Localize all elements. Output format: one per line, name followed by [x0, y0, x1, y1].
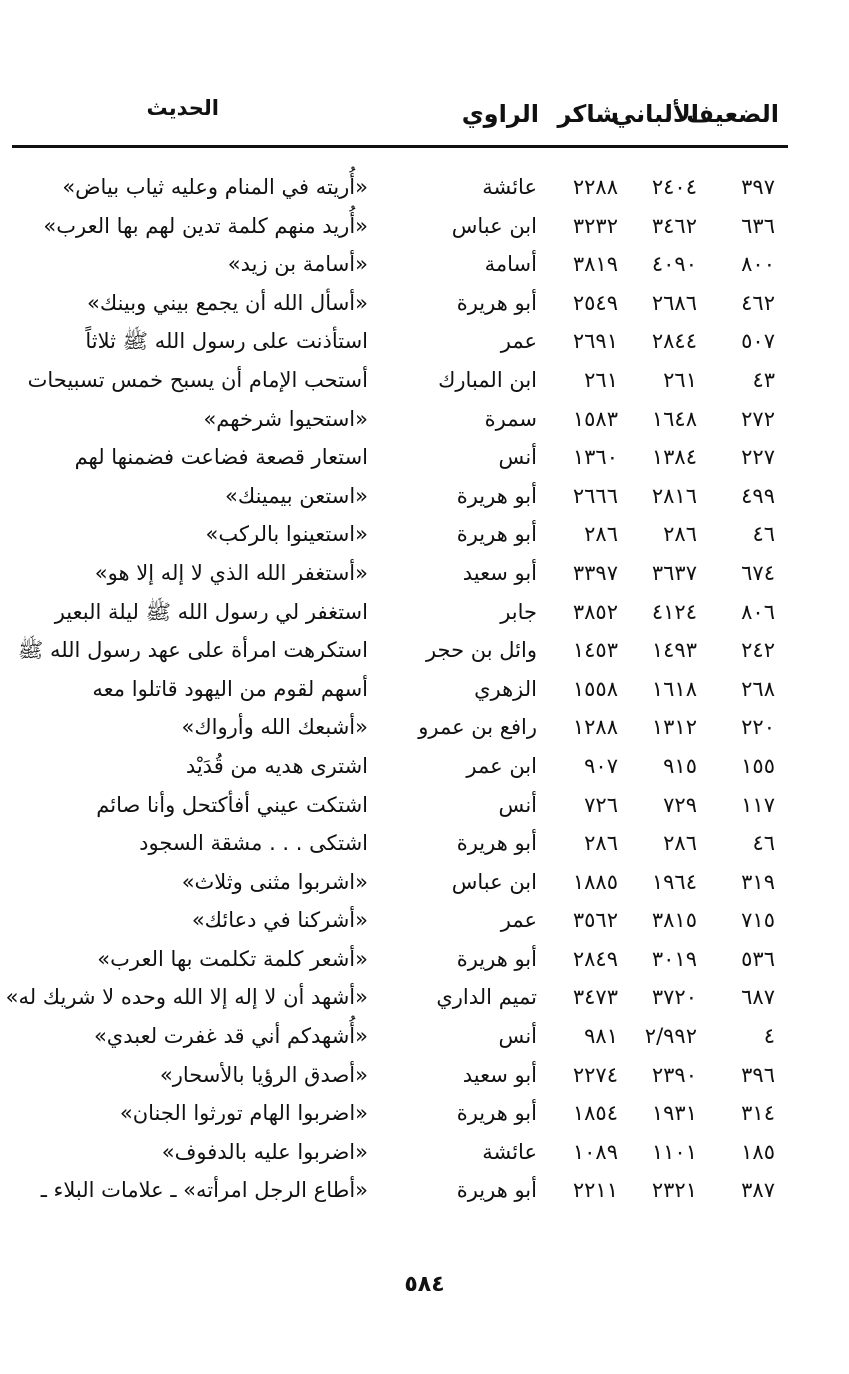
cell-albani: ٢٣٢١: [651, 1178, 697, 1203]
cell-rawi: الزهري: [474, 676, 537, 701]
cell-daif: ٣٩٦: [741, 1062, 775, 1087]
cell-shakir: ١٨٨٥: [572, 869, 618, 894]
table-row: [0, 867, 849, 906]
cell-albani: ١٩٣١: [651, 1101, 697, 1126]
cell-albani: ١٣٨٤: [651, 445, 697, 470]
header-hadith: الحديث: [146, 96, 219, 120]
cell-hadith: «استعن بيمينك»: [225, 483, 368, 508]
table-row: [0, 211, 849, 250]
table-row: [0, 905, 849, 944]
table-row: [0, 365, 849, 404]
cell-daif: ٣١٩: [741, 869, 775, 894]
cell-albani: ٢/٩٩٢: [644, 1024, 697, 1049]
cell-hadith: «أُشهدكم أني قد غفرت لعبدي»: [93, 1024, 368, 1049]
cell-shakir: ٣٢٣٢: [572, 213, 618, 238]
header-daif: الضعيف: [686, 100, 779, 128]
cell-rawi: عمر: [500, 329, 537, 354]
cell-hadith: اشتكت عيني أفأكتحل وأنا صائم: [96, 792, 368, 817]
table-row: [0, 288, 849, 327]
cell-shakir: ٢٦٦٦: [572, 483, 618, 508]
cell-shakir: ٢٦١: [584, 367, 618, 392]
cell-rawi: أبو هريرة: [456, 1101, 537, 1126]
table-body: [0, 172, 849, 1214]
cell-daif: ٥٠٧: [741, 329, 775, 354]
table-row: [0, 597, 849, 636]
cell-hadith: «أسامة بن زيد»: [227, 252, 368, 277]
cell-hadith: «أشبعك الله وأرواك»: [181, 715, 368, 740]
cell-shakir: ٢٥٤٩: [572, 290, 618, 315]
cell-albani: ٢٨١٦: [651, 483, 697, 508]
cell-albani: ٣٦٣٧: [651, 560, 697, 585]
cell-albani: ٤٠٩٠: [651, 252, 697, 277]
cell-hadith: أسهم لقوم من اليهود قاتلوا معه: [92, 676, 368, 701]
cell-hadith: «أسأل الله أن يجمع بيني وبينك»: [87, 290, 368, 315]
cell-shakir: ٩٨١: [584, 1024, 618, 1049]
cell-albani: ١٤٩٣: [651, 638, 697, 663]
cell-daif: ٤٣: [752, 367, 775, 392]
table-row: [0, 1060, 849, 1099]
table-row: [0, 558, 849, 597]
cell-albani: ٢٨٦: [663, 522, 697, 547]
header-albani: الألباني: [611, 100, 699, 128]
cell-rawi: سمرة: [484, 406, 537, 431]
table-row: [0, 712, 849, 751]
header-shakir: شاكر: [557, 100, 619, 128]
cell-albani: ٢٨٦: [663, 831, 697, 856]
cell-daif: ٣٨٧: [741, 1178, 775, 1203]
cell-albani: ٢٣٩٠: [651, 1062, 697, 1087]
table-row: [0, 326, 849, 365]
cell-albani: ٩١٥: [663, 753, 697, 778]
cell-hadith: «أشهد أن لا إله إلا الله وحده لا شريك له»: [5, 985, 368, 1010]
cell-rawi: ابن عمر: [466, 753, 537, 778]
cell-daif: ٤: [763, 1024, 775, 1049]
table-row: [0, 442, 849, 481]
cell-rawi: أبو هريرة: [456, 946, 537, 971]
cell-daif: ٤٦: [752, 831, 775, 856]
cell-shakir: ٢٦٩١: [572, 329, 618, 354]
cell-hadith: «أُريد منهم كلمة تدين لهم بها العرب»: [43, 213, 368, 238]
cell-hadith: «استعينوا بالركب»: [205, 522, 368, 547]
cell-daif: ٤٦: [752, 522, 775, 547]
cell-shakir: ١٣٦٠: [572, 445, 618, 470]
cell-shakir: ٢٨٤٩: [572, 946, 618, 971]
cell-albani: ١٦٤٨: [651, 406, 697, 431]
header-rawi: الراوي: [461, 100, 539, 128]
cell-rawi: وائل بن حجر: [425, 638, 537, 663]
cell-daif: ١١٧: [741, 792, 775, 817]
cell-daif: ٢٢٧: [741, 445, 775, 470]
cell-rawi: أنس: [498, 1024, 537, 1049]
cell-shakir: ٢٨٦: [584, 522, 618, 547]
cell-rawi: أبو سعيد: [462, 560, 537, 585]
cell-albani: ٢٤٠٤: [651, 175, 697, 199]
cell-daif: ٦٨٧: [741, 985, 775, 1010]
cell-shakir: ٣٨١٩: [572, 252, 618, 277]
cell-albani: ١١٠١: [651, 1139, 697, 1164]
cell-hadith: «أُريته في المنام وعليه ثياب بياض»: [62, 175, 368, 199]
cell-rawi: أبو هريرة: [456, 522, 537, 547]
cell-shakir: ٣٨٥٢: [572, 599, 618, 624]
cell-albani: ٢٨٤٤: [651, 329, 697, 354]
cell-daif: ٧١٥: [741, 908, 775, 933]
cell-daif: ٢٦٨: [741, 676, 775, 701]
cell-rawi: أبو سعيد: [462, 1062, 537, 1087]
cell-daif: ٣١٤: [741, 1101, 775, 1126]
cell-hadith: «أستغفر الله الذي لا إله إلا هو»: [94, 560, 368, 585]
cell-albani: ٣٤٦٢: [651, 213, 697, 238]
table-row: [0, 1137, 849, 1176]
cell-rawi: رافع بن عمرو: [418, 715, 537, 740]
cell-shakir: ١٥٥٨: [572, 676, 618, 701]
table-row: [0, 1098, 849, 1137]
cell-albani: ١٦١٨: [651, 676, 697, 701]
cell-shakir: ٣٥٦٢: [572, 908, 618, 933]
cell-rawi: أبو هريرة: [456, 1178, 537, 1203]
cell-hadith: «اشربوا مثنى وثلاث»: [181, 869, 368, 894]
cell-shakir: ٢٢٨٨: [572, 175, 618, 199]
table-row: [0, 944, 849, 983]
cell-shakir: ٩٠٧: [584, 753, 618, 778]
cell-rawi: أنس: [498, 792, 537, 817]
table-row: [0, 828, 849, 867]
cell-shakir: ١٨٥٤: [572, 1101, 618, 1126]
cell-hadith: أستحب الإمام أن يسبح خمس تسبيحات: [27, 367, 368, 392]
cell-rawi: عائشة: [482, 1139, 537, 1164]
cell-daif: ١٨٥: [741, 1139, 775, 1164]
cell-albani: ٢٦١: [663, 367, 697, 392]
cell-shakir: ١٢٨٨: [572, 715, 618, 740]
cell-shakir: ١٥٨٣: [572, 406, 618, 431]
cell-albani: ٧٢٩: [663, 792, 697, 817]
cell-albani: ٣٧٢٠: [651, 985, 697, 1010]
table-row: [0, 635, 849, 674]
cell-rawi: تميم الداري: [436, 985, 537, 1010]
cell-albani: ٣٠١٩: [651, 946, 697, 971]
cell-hadith: «أطاع الرجل امرأته» ـ علامات البلاء ـ: [40, 1178, 368, 1203]
cell-shakir: ٢٨٦: [584, 831, 618, 856]
table-row: [0, 249, 849, 288]
cell-rawi: عمر: [500, 908, 537, 933]
cell-rawi: ابن المبارك: [438, 367, 537, 392]
cell-rawi: أبو هريرة: [456, 831, 537, 856]
cell-daif: ٢٧٢: [741, 406, 775, 431]
cell-albani: ٣٨١٥: [651, 908, 697, 933]
table-row: [0, 1021, 849, 1060]
table-row: [0, 790, 849, 829]
cell-hadith: «اضربوا الهام تورثوا الجنان»: [119, 1101, 368, 1126]
cell-daif: ٢٢٠: [741, 715, 775, 740]
table-row: [0, 519, 849, 558]
cell-daif: ٤٦٢: [741, 290, 775, 315]
cell-hadith: «استحيوا شرخهم»: [203, 406, 368, 431]
cell-albani: ١٣١٢: [651, 715, 697, 740]
table-header: [0, 96, 849, 146]
cell-shakir: ١٠٨٩: [572, 1139, 618, 1164]
header-divider: [12, 145, 788, 148]
table-row: [0, 481, 849, 520]
cell-hadith: اشترى هديه من قُدَيْد: [185, 753, 368, 778]
cell-hadith: «أشعر كلمة تكلمت بها العرب»: [97, 946, 368, 971]
cell-rawi: أنس: [498, 445, 537, 470]
table-row: [0, 982, 849, 1021]
cell-shakir: ٢٢٧٤: [572, 1062, 618, 1087]
cell-rawi: أسامة: [484, 252, 537, 277]
cell-hadith: «اضربوا عليه بالدفوف»: [161, 1139, 368, 1164]
cell-albani: ١٩٦٤: [651, 869, 697, 894]
cell-hadith: استعار قصعة فضاعت فضمنها لهم: [74, 445, 368, 470]
cell-rawi: ابن عباس: [451, 213, 537, 238]
cell-rawi: أبو هريرة: [456, 290, 537, 315]
cell-daif: ٨٠٠: [741, 252, 775, 277]
cell-daif: ٦٣٦: [741, 213, 775, 238]
cell-shakir: ٧٢٦: [584, 792, 618, 817]
table-row: [0, 404, 849, 443]
cell-shakir: ٣٣٩٧: [572, 560, 618, 585]
cell-shakir: ٢٢١١: [572, 1178, 618, 1203]
cell-shakir: ٣٤٧٣: [572, 985, 618, 1010]
cell-albani: ٤١٢٤: [651, 599, 697, 624]
cell-shakir: ١٤٥٣: [572, 638, 618, 663]
cell-daif: ٥٣٦: [741, 946, 775, 971]
cell-hadith: «أشركنا في دعائك»: [191, 908, 368, 933]
table-row: [0, 172, 849, 211]
cell-daif: ١٥٥: [741, 753, 775, 778]
cell-hadith: اشتكى . . . مشقة السجود: [139, 831, 368, 856]
cell-hadith: «أصدق الرؤيا بالأسحار»: [159, 1062, 368, 1087]
page-number: ٥٨٤: [404, 1272, 445, 1297]
cell-hadith: استكرهت امرأة على عهد رسول الله ﷺ: [17, 638, 368, 663]
cell-daif: ٨٠٦: [741, 599, 775, 624]
cell-daif: ٢٤٢: [741, 638, 775, 663]
cell-rawi: ابن عباس: [451, 869, 537, 894]
table-row: [0, 751, 849, 790]
cell-albani: ٢٦٨٦: [651, 290, 697, 315]
cell-hadith: استغفر لي رسول الله ﷺ ليلة البعير: [54, 599, 368, 624]
cell-rawi: جابر: [500, 599, 537, 624]
cell-daif: ٦٧٤: [741, 560, 775, 585]
table-row: [0, 674, 849, 713]
cell-daif: ٤٩٩: [741, 483, 775, 508]
cell-rawi: عائشة: [482, 175, 537, 199]
table-row: [0, 1175, 849, 1214]
cell-hadith: استأذنت على رسول الله ﷺ ثلاثاً: [85, 329, 368, 354]
cell-rawi: أبو هريرة: [456, 483, 537, 508]
cell-daif: ٣٩٧: [741, 175, 775, 199]
